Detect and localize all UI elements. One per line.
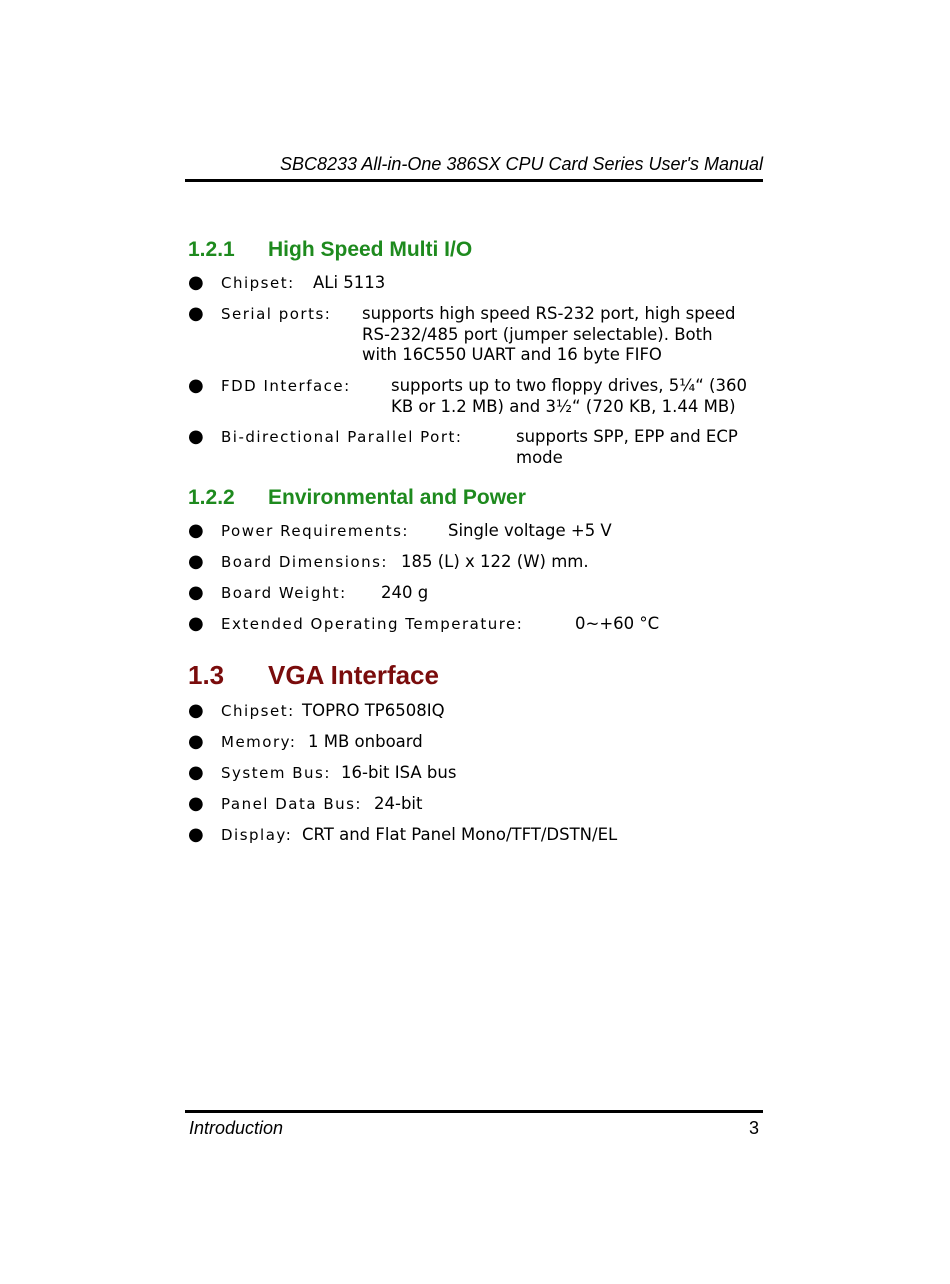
item-label: Chipset: <box>221 274 295 292</box>
item-value-line: RS-232/485 port (jumper selectable). Both <box>362 324 713 344</box>
item-label: Chipset: <box>221 702 295 720</box>
item-label: Serial ports: <box>221 305 332 323</box>
section-title: Environmental and Power <box>268 486 526 509</box>
page-footer <box>185 1110 763 1138</box>
bullet-icon: ● <box>188 793 204 814</box>
item-label: Extended Operating Temperature: <box>221 615 524 633</box>
page-header <box>185 152 763 182</box>
item-label: Memory: <box>221 733 297 751</box>
item-value-line: with 16C550 UART and 16 byte FIFO <box>362 345 662 364</box>
item-value: TOPRO TP6508IQ <box>302 701 445 720</box>
bullet-icon: ● <box>188 582 204 603</box>
page-number: 3 <box>748 1118 759 1138</box>
item-value: 240 g <box>381 583 429 602</box>
bullet-icon: ● <box>188 824 204 845</box>
bullet-icon: ● <box>188 762 204 783</box>
bullet-icon: ● <box>188 551 204 572</box>
item-value: Single voltage +5 V <box>448 521 612 540</box>
section-title: VGA Interface <box>268 660 439 690</box>
item-label: Panel Data Bus: <box>221 795 362 813</box>
item-value: 16-bit ISA bus <box>341 763 457 782</box>
item-label: Board Weight: <box>221 584 347 602</box>
section-number: 1.2.1 <box>188 238 235 261</box>
item-label: System Bus: <box>221 764 331 782</box>
bullet-icon: ● <box>188 700 204 721</box>
item-value: 24-bit <box>374 794 423 813</box>
bullet-icon: ● <box>188 731 204 752</box>
item-label: Bi-directional Parallel Port: <box>221 428 463 446</box>
bullet-icon: ● <box>188 375 204 396</box>
bullet-icon: ● <box>188 272 204 293</box>
item-label: Display: <box>221 826 293 844</box>
item-value-line: KB or 1.2 MB) and 3½“ (720 KB, 1.44 MB) <box>391 396 736 416</box>
bullet-icon: ● <box>188 520 204 541</box>
item-label: Power Requirements: <box>221 522 409 540</box>
item-label: FDD Interface: <box>221 377 351 395</box>
manual-title: SBC8233 All-in-One 386SX CPU Card Series User's Manual <box>280 154 763 174</box>
item-label: Board Dimensions: <box>221 553 388 571</box>
item-value: CRT and Flat Panel Mono/TFT/DSTN/EL <box>302 825 618 844</box>
bullet-icon: ● <box>188 613 204 634</box>
item-value: ALi 5113 <box>313 273 386 292</box>
item-value-line: supports up to two floppy drives, 5¼“ (360 <box>391 376 747 395</box>
item-value: 0~+60 °C <box>575 614 660 633</box>
item-value-line: mode <box>516 447 563 467</box>
bullet-icon: ● <box>188 426 204 447</box>
footer-section-name: Introduction <box>189 1118 284 1138</box>
item-value-line: supports high speed RS-232 port, high speed <box>362 304 736 323</box>
section-title: High Speed Multi I/O <box>268 238 473 261</box>
item-value-line: supports SPP, EPP and ECP <box>516 427 738 446</box>
bullet-icon: ● <box>188 303 204 324</box>
section-number: 1.2.2 <box>188 486 235 509</box>
item-value: 185 (L) x 122 (W) mm. <box>401 552 589 571</box>
section-number: 1.3 <box>188 660 225 690</box>
item-value: 1 MB onboard <box>308 732 423 751</box>
